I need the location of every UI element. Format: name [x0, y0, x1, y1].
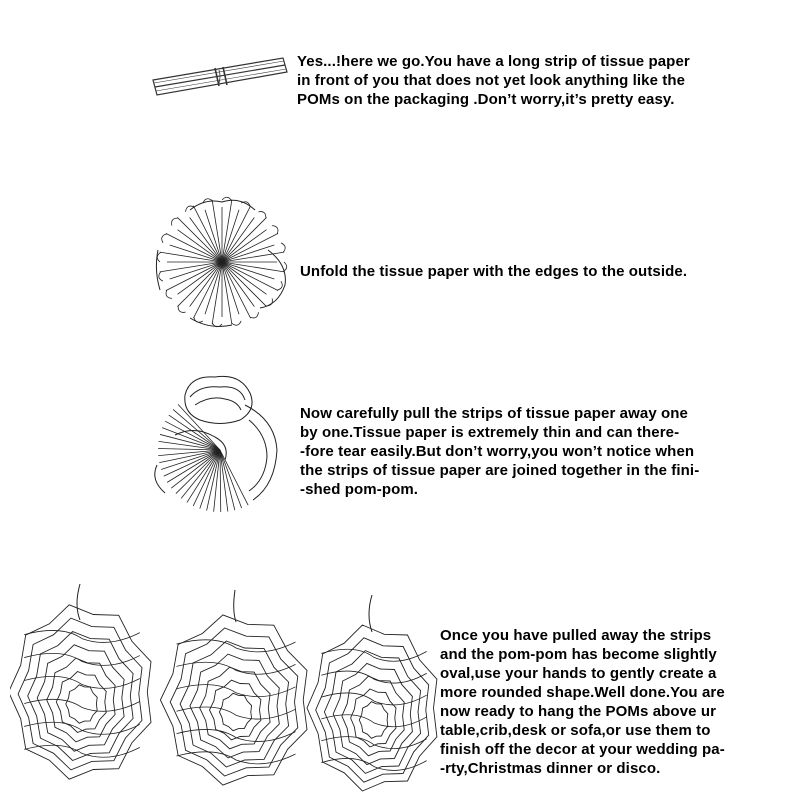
step-3-line: the strips of tissue paper are joined together in the fini- — [300, 462, 700, 479]
unfolded-fan-illustration — [150, 190, 295, 335]
step-3-text — [300, 404, 699, 499]
step-1-line: in front of you that does not yet look anything like the — [297, 72, 686, 89]
step-4-line: now ready to hang the POMs above ur — [440, 703, 717, 720]
step-2-line: Unfold the tissue paper with the edges to the outside. — [300, 263, 688, 280]
finished-hanging-poms-illustration — [10, 580, 440, 795]
step-4-line: table,crib,desk or sofa,or use them to — [440, 722, 711, 739]
step-4-line: more rounded shape.Well done.You are — [440, 684, 725, 701]
folded-tissue-strip-illustration — [145, 50, 295, 105]
partially-pulled-pom-illustration — [145, 365, 290, 525]
step-4-line: oval,use your hands to gently create a — [440, 665, 717, 682]
step-3-line: -fore tear easily.But don’t worry,you won’t notice when — [300, 443, 695, 460]
step-3-line: by one.Tissue paper is extremely thin and can there- — [300, 424, 680, 441]
step-1-text — [297, 52, 690, 109]
step-4-line: -rty,Christmas dinner or disco. — [440, 760, 661, 777]
step-3-line: -shed pom-pom. — [300, 481, 419, 498]
step-1-line: Yes...!here we go.You have a long strip of tissue paper — [297, 53, 690, 70]
step-3-line: Now carefully pull the strips of tissue paper away one — [300, 405, 688, 422]
step-2-text — [300, 262, 687, 281]
step-4-line: and the pom-pom has become slightly — [440, 646, 717, 663]
step-1-line: POMs on the packaging .Don’t worry,it’s pretty easy. — [297, 91, 675, 108]
step-4-line: Once you have pulled away the strips — [440, 627, 712, 644]
step-4-text — [440, 626, 725, 778]
step-4-line: finish off the decor at your wedding pa- — [440, 741, 725, 758]
